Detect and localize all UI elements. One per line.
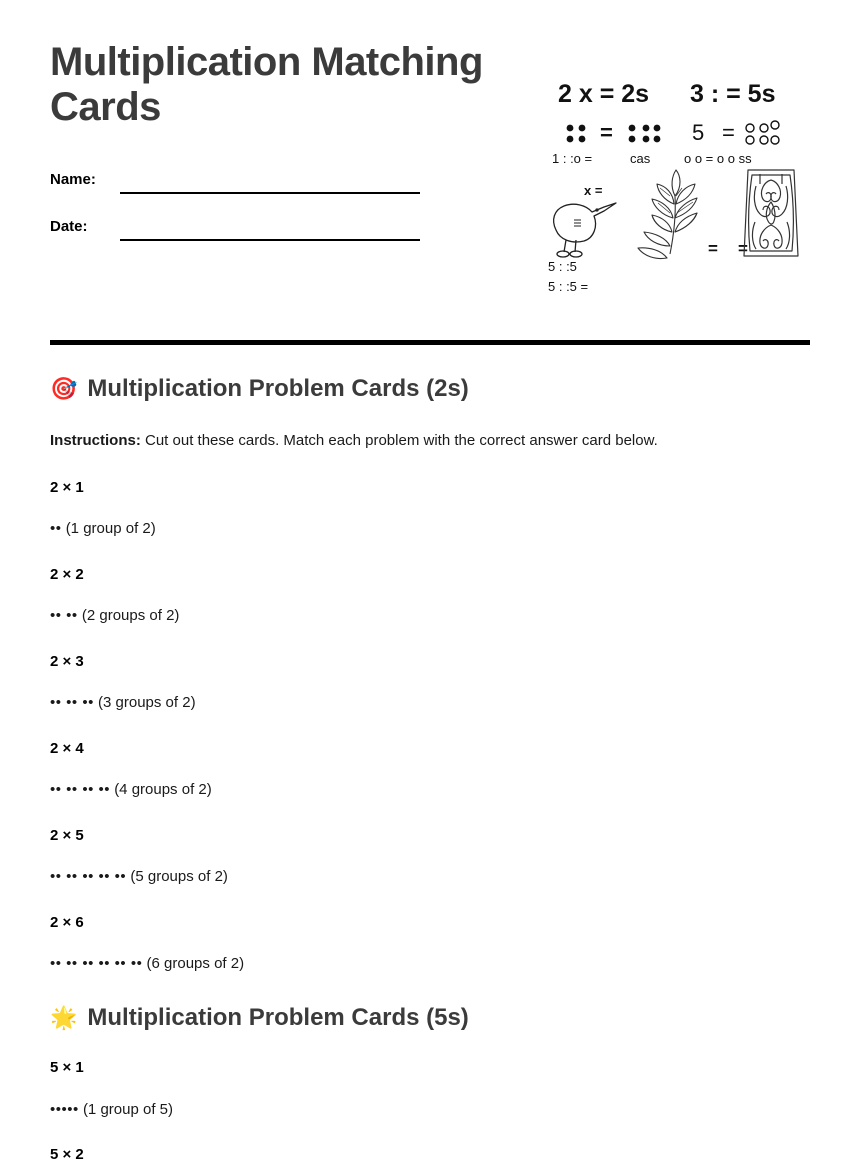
card-problem: 2 × 6: [50, 913, 84, 931]
date-input-line[interactable]: [120, 238, 420, 241]
card-item: [50, 478, 810, 539]
new-zealand-math-illustration: [542, 62, 810, 307]
card-dots: •• ••: [50, 607, 78, 625]
card-item: [50, 1058, 810, 1119]
card-dots: •••••: [50, 1100, 79, 1118]
illus-plant-eq1: =: [708, 239, 718, 258]
fern-branch-icon: [638, 170, 697, 259]
kiwi-bird-icon: [554, 203, 616, 257]
card-problem: 2 × 4: [50, 739, 84, 757]
card-item: [50, 913, 810, 974]
carved-pou-pillar-icon: [744, 170, 798, 256]
card-dots: •• •• ••: [50, 694, 94, 712]
instructions: [50, 430, 810, 452]
illus-text-five: 5: [692, 120, 705, 145]
dart-target-icon: 🎯: [50, 376, 78, 402]
card-visual: [50, 606, 810, 626]
instructions-label: Instructions:: [50, 431, 141, 449]
card-problem: 5 × 1: [50, 1059, 84, 1077]
card-item: [50, 826, 810, 887]
card-description: (3 groups of 2): [98, 694, 196, 712]
section-multiplication-2s: [50, 375, 810, 974]
illus-dot-cluster-left: [567, 125, 586, 143]
section-title-2s-label: Multiplication Problem Cards (2s): [87, 375, 469, 402]
name-label: Name:: [50, 170, 96, 188]
card-item: [50, 565, 810, 626]
card-visual: [50, 519, 810, 539]
card-dots: •• •• •• •• •• ••: [50, 955, 143, 973]
page-title: Multiplication Matching Cards: [50, 40, 483, 129]
card-description: (1 group of 5): [82, 1100, 173, 1118]
illus-eq-right: =: [722, 120, 735, 145]
card-dots: •• •• •• •• ••: [50, 868, 127, 886]
illus-text-row3-right: o o = o o ss: [684, 151, 752, 166]
illus-text-row6: 5 : :5 =: [548, 279, 589, 294]
worksheet-header: [50, 0, 810, 300]
card-problem: 5 × 2: [50, 1146, 84, 1164]
card-problem: 2 × 1: [50, 478, 84, 496]
card-visual: [50, 867, 810, 887]
header-divider: [50, 340, 810, 345]
illus-dot-cluster-left2: [629, 125, 661, 143]
card-visual: [50, 1100, 810, 1120]
illus-open-circles: [746, 121, 779, 144]
card-problem: 2 × 5: [50, 826, 84, 844]
card-item: [50, 739, 810, 800]
illus-text-cas: cas: [630, 151, 651, 166]
card-visual: [50, 693, 810, 713]
date-label: Date:: [50, 217, 88, 235]
name-input-line[interactable]: [120, 191, 420, 194]
card-description: (2 groups of 2): [81, 607, 180, 625]
illus-plant-eq2: =: [738, 239, 748, 258]
instructions-text: Cut out these cards. Match each problem with the correct answer card below.: [140, 431, 658, 449]
card-item: [50, 1145, 810, 1165]
illustration-svg: [542, 62, 810, 307]
section-title-2s: [50, 375, 810, 404]
section-title-5s: [50, 1004, 810, 1033]
card-item: [50, 652, 810, 713]
illus-text-row1-left: 2 x = 2s: [558, 80, 650, 108]
card-dots: •• •• •• ••: [50, 781, 111, 799]
illus-eq-left: =: [600, 120, 613, 145]
illus-text-row4: x =: [584, 183, 603, 198]
card-description: (4 groups of 2): [114, 781, 212, 799]
section-title-5s-label: Multiplication Problem Cards (5s): [87, 1003, 469, 1031]
card-description: (6 groups of 2): [146, 955, 245, 973]
illus-text-row1-right: 3 : = 5s: [690, 80, 776, 108]
illus-text-row5: 5 : :5: [548, 259, 577, 274]
card-problem: 2 × 2: [50, 565, 84, 583]
section-multiplication-5s: [50, 1004, 810, 1165]
card-dots: ••: [50, 520, 62, 538]
illus-text-row3-left: 1 : :o =: [552, 151, 593, 166]
card-description: (1 group of 2): [65, 520, 156, 538]
glowing-star-icon: 🌟: [50, 1004, 78, 1030]
card-visual: [50, 780, 810, 800]
card-description: (5 groups of 2): [130, 868, 228, 886]
card-problem: 2 × 3: [50, 652, 84, 670]
card-visual: [50, 954, 810, 974]
